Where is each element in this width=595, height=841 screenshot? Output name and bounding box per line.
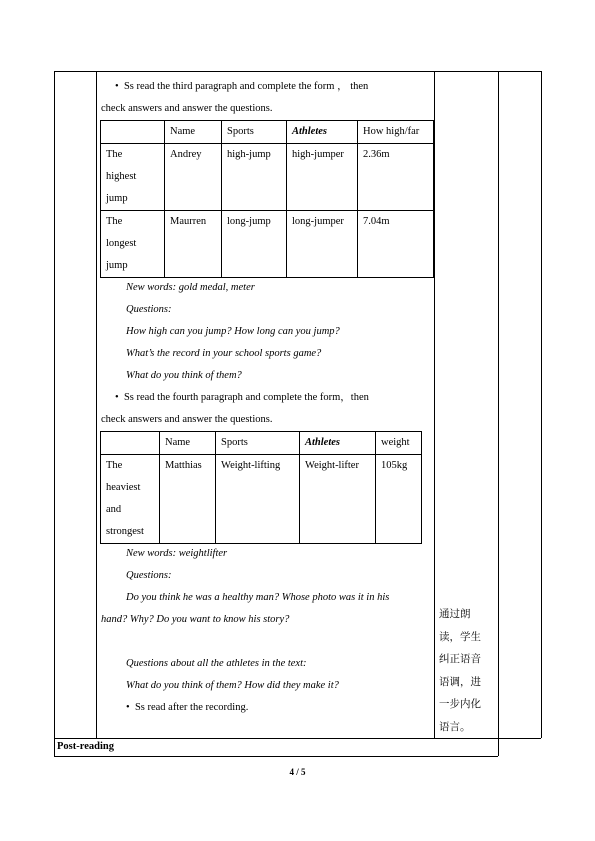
name-cell: Matthias xyxy=(160,455,216,544)
instruction-continuation: check answers and answer the questions. xyxy=(101,103,273,114)
row-divider xyxy=(54,738,541,739)
header-cell: Athletes xyxy=(287,121,358,144)
outer-left-border xyxy=(54,71,55,756)
value-cell: 105kg xyxy=(376,455,422,544)
header-cell: Name xyxy=(160,432,216,455)
form-header-row xyxy=(101,121,434,144)
post-reading-heading: Post-reading xyxy=(57,741,114,752)
header-cell: Name xyxy=(165,121,222,144)
instruction-continuation: check answers and answer the questions. xyxy=(101,414,273,425)
question: What do you think of them? xyxy=(126,370,242,381)
instruction-third-paragraph xyxy=(115,76,368,98)
header-cell: Athletes xyxy=(300,432,376,455)
name-cell: Andrey xyxy=(165,144,222,211)
header-cell: Sports xyxy=(222,121,287,144)
col-divider-1 xyxy=(96,71,97,738)
questions-label: Questions: xyxy=(126,304,172,315)
question: What’s the record in your school sports game? xyxy=(126,348,322,359)
questions-label: Questions: xyxy=(126,570,172,581)
row-label: The highest jump xyxy=(101,144,165,211)
name-cell: Maurren xyxy=(165,211,222,278)
bullet: • xyxy=(115,392,119,403)
row-label: The longest jump xyxy=(101,211,165,278)
instruction-text: Ss read after the recording. xyxy=(134,702,249,713)
new-words: New words: weightlifter xyxy=(126,548,228,559)
question: What do you think of them? How did they make it? xyxy=(126,680,339,691)
row-label: The heaviest and strongest xyxy=(101,455,160,544)
table-row xyxy=(101,211,434,278)
value-cell: 7.04m xyxy=(358,211,434,278)
instruction-text: Ss read the third paragraph and complete the form ， then xyxy=(123,81,369,92)
instruction-fourth-paragraph xyxy=(115,387,369,409)
outer-right-border xyxy=(541,71,542,738)
header-cell: How high/far xyxy=(358,121,434,144)
instruction-text: Ss read the fourth paragraph and complete the form，then xyxy=(123,392,369,403)
header-cell: Sports xyxy=(216,432,300,455)
page-number: 4 / 5 xyxy=(289,767,306,777)
bullet: • xyxy=(115,81,119,92)
table-row xyxy=(101,144,434,211)
question-all-athletes: Questions about all the athletes in the text: xyxy=(126,658,307,669)
side-note: 通过朗 读，学生 纠正语音 语调，进 一步内化 语言。 xyxy=(439,608,481,733)
outer-bottom-border xyxy=(54,756,498,757)
athlete-cell: Weight-lifter xyxy=(300,455,376,544)
sport-cell: Weight-lifting xyxy=(216,455,300,544)
form-weightlifting xyxy=(100,431,422,544)
read-after-recording xyxy=(126,697,248,719)
header-cell: weight xyxy=(376,432,422,455)
athlete-cell: long-jumper xyxy=(287,211,358,278)
value-cell: 2.36m xyxy=(358,144,434,211)
question: How high can you jump? How long can you jump? xyxy=(126,326,340,337)
question: Do you think he was a healthy man? Whose photo was it in his xyxy=(126,592,390,603)
form-header-row xyxy=(101,432,422,455)
header-cell xyxy=(101,432,160,455)
header-cell xyxy=(101,121,165,144)
outer-top-border xyxy=(54,71,541,72)
new-words: New words: gold medal, meter xyxy=(126,282,255,293)
sport-cell: high-jump xyxy=(222,144,287,211)
col-divider-2 xyxy=(434,71,435,738)
form-jump xyxy=(100,120,434,278)
bullet: • xyxy=(126,702,130,713)
question: hand? Why? Do you want to know his story? xyxy=(101,614,290,625)
table-row xyxy=(101,455,422,544)
col-divider-3 xyxy=(498,71,499,756)
athlete-cell: high-jumper xyxy=(287,144,358,211)
sport-cell: long-jump xyxy=(222,211,287,278)
